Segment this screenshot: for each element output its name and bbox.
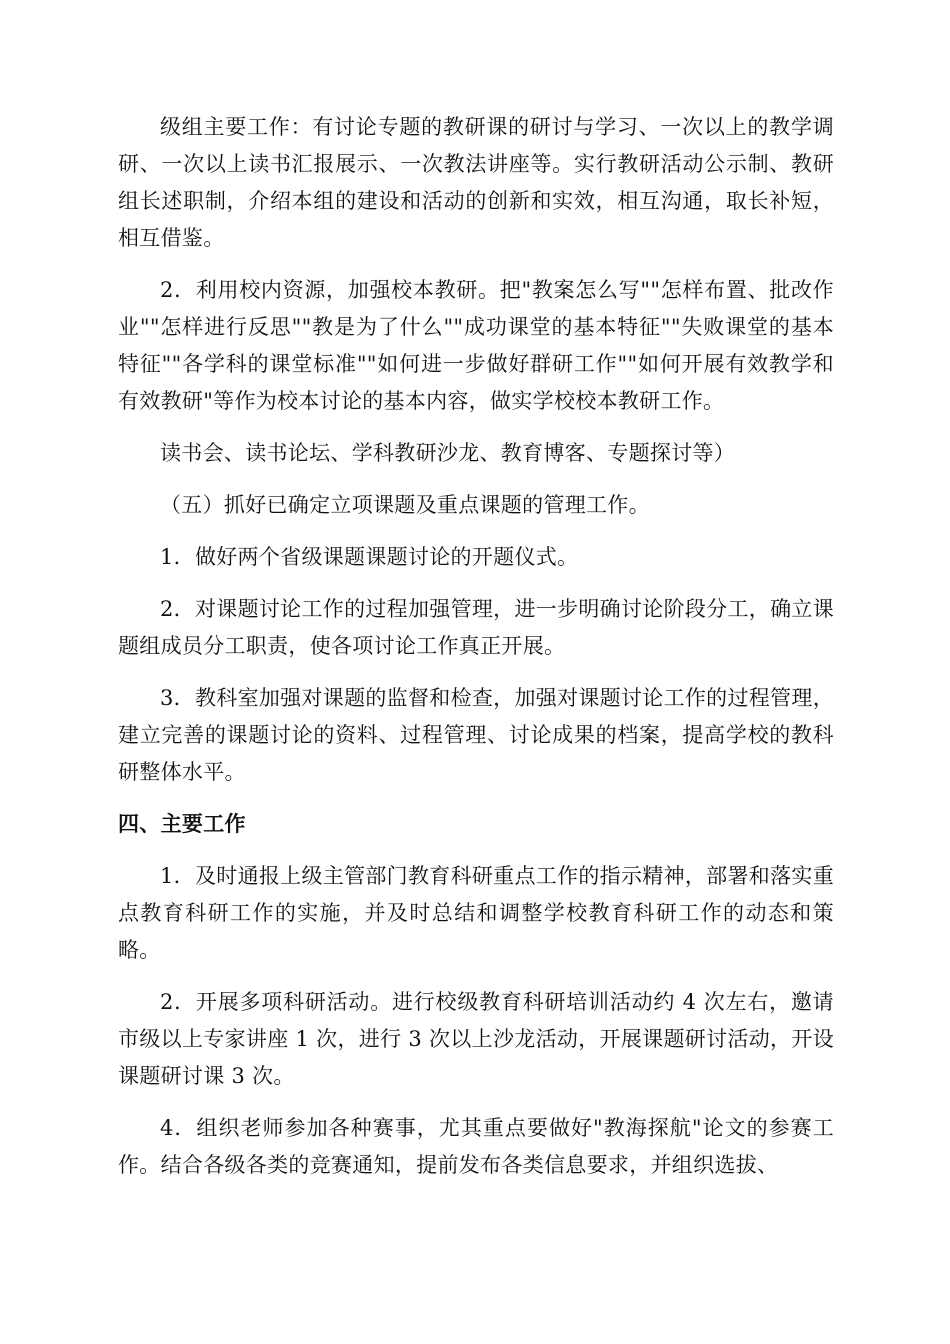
paragraph-topic-management: （五）抓好已确定立项课题及重点课题的管理工作。: [160, 493, 650, 517]
paragraph-school-research: 2．利用校内资源，加强校本教研。把"教案怎么写""怎样布置、批改作业""怎样进行反思""教是为了什么""成功课堂的基本特征""失败课堂的基本特征""各学科的课堂标准""如何进一步做好群研工作""如何开展有效教学和有效教研"等作为校本讨论的基本内容，做实学校校本教研工作。: [118, 278, 834, 413]
paragraph-group-work: 级组主要工作：有讨论专题的教研课的研讨与学习、一次以上的教学调研、一次以上读书汇报展示、一次教法讲座等。实行教研活动公示制、教研组长述职制，介绍本组的建设和活动的创新和实效，相互沟通，取长补短，相互借鉴。: [118, 115, 834, 250]
paragraph-supervision: 3．教科室加强对课题的监督和检查，加强对课题讨论工作的过程管理，建立完善的课题讨论的资料、过程管理、讨论成果的档案，提高学校的教科研整体水平。: [118, 686, 834, 784]
paragraph-reading-forums: 读书会、读书论坛、学科教研沙龙、教育博客、专题探讨等）: [160, 441, 736, 465]
paragraph-competitions: 4．组织老师参加各种赛事，尤其重点要做好"教海探航"论文的参赛工作。结合各级各类的竞赛通知，提前发布各类信息要求，并组织选拔、: [118, 1116, 834, 1177]
paragraph-opening-ceremony: 1．做好两个省级课题课题讨论的开题仪式。: [160, 545, 579, 569]
paragraph-process-management: 2．对课题讨论工作的过程加强管理，进一步明确讨论阶段分工，确立课题组成员分工职责，使各项讨论工作真正开展。: [118, 597, 834, 658]
section-heading-main-work: 四、主要工作: [118, 812, 246, 836]
document-body: [118, 109, 834, 1184]
paragraph-research-activities: 2．开展多项科研活动。进行校级教育科研培训活动约 4 次左右，邀请市级以上专家讲座 1 次，进行 3 次以上沙龙活动，开展课题研讨活动，开设课题研讨课 3 次。: [118, 990, 834, 1088]
paragraph-report-instructions: 1．及时通报上级主管部门教育科研重点工作的指示精神，部署和落实重点教育科研工作的实施，并及时总结和调整学校教育科研工作的动态和策略。: [118, 864, 834, 962]
